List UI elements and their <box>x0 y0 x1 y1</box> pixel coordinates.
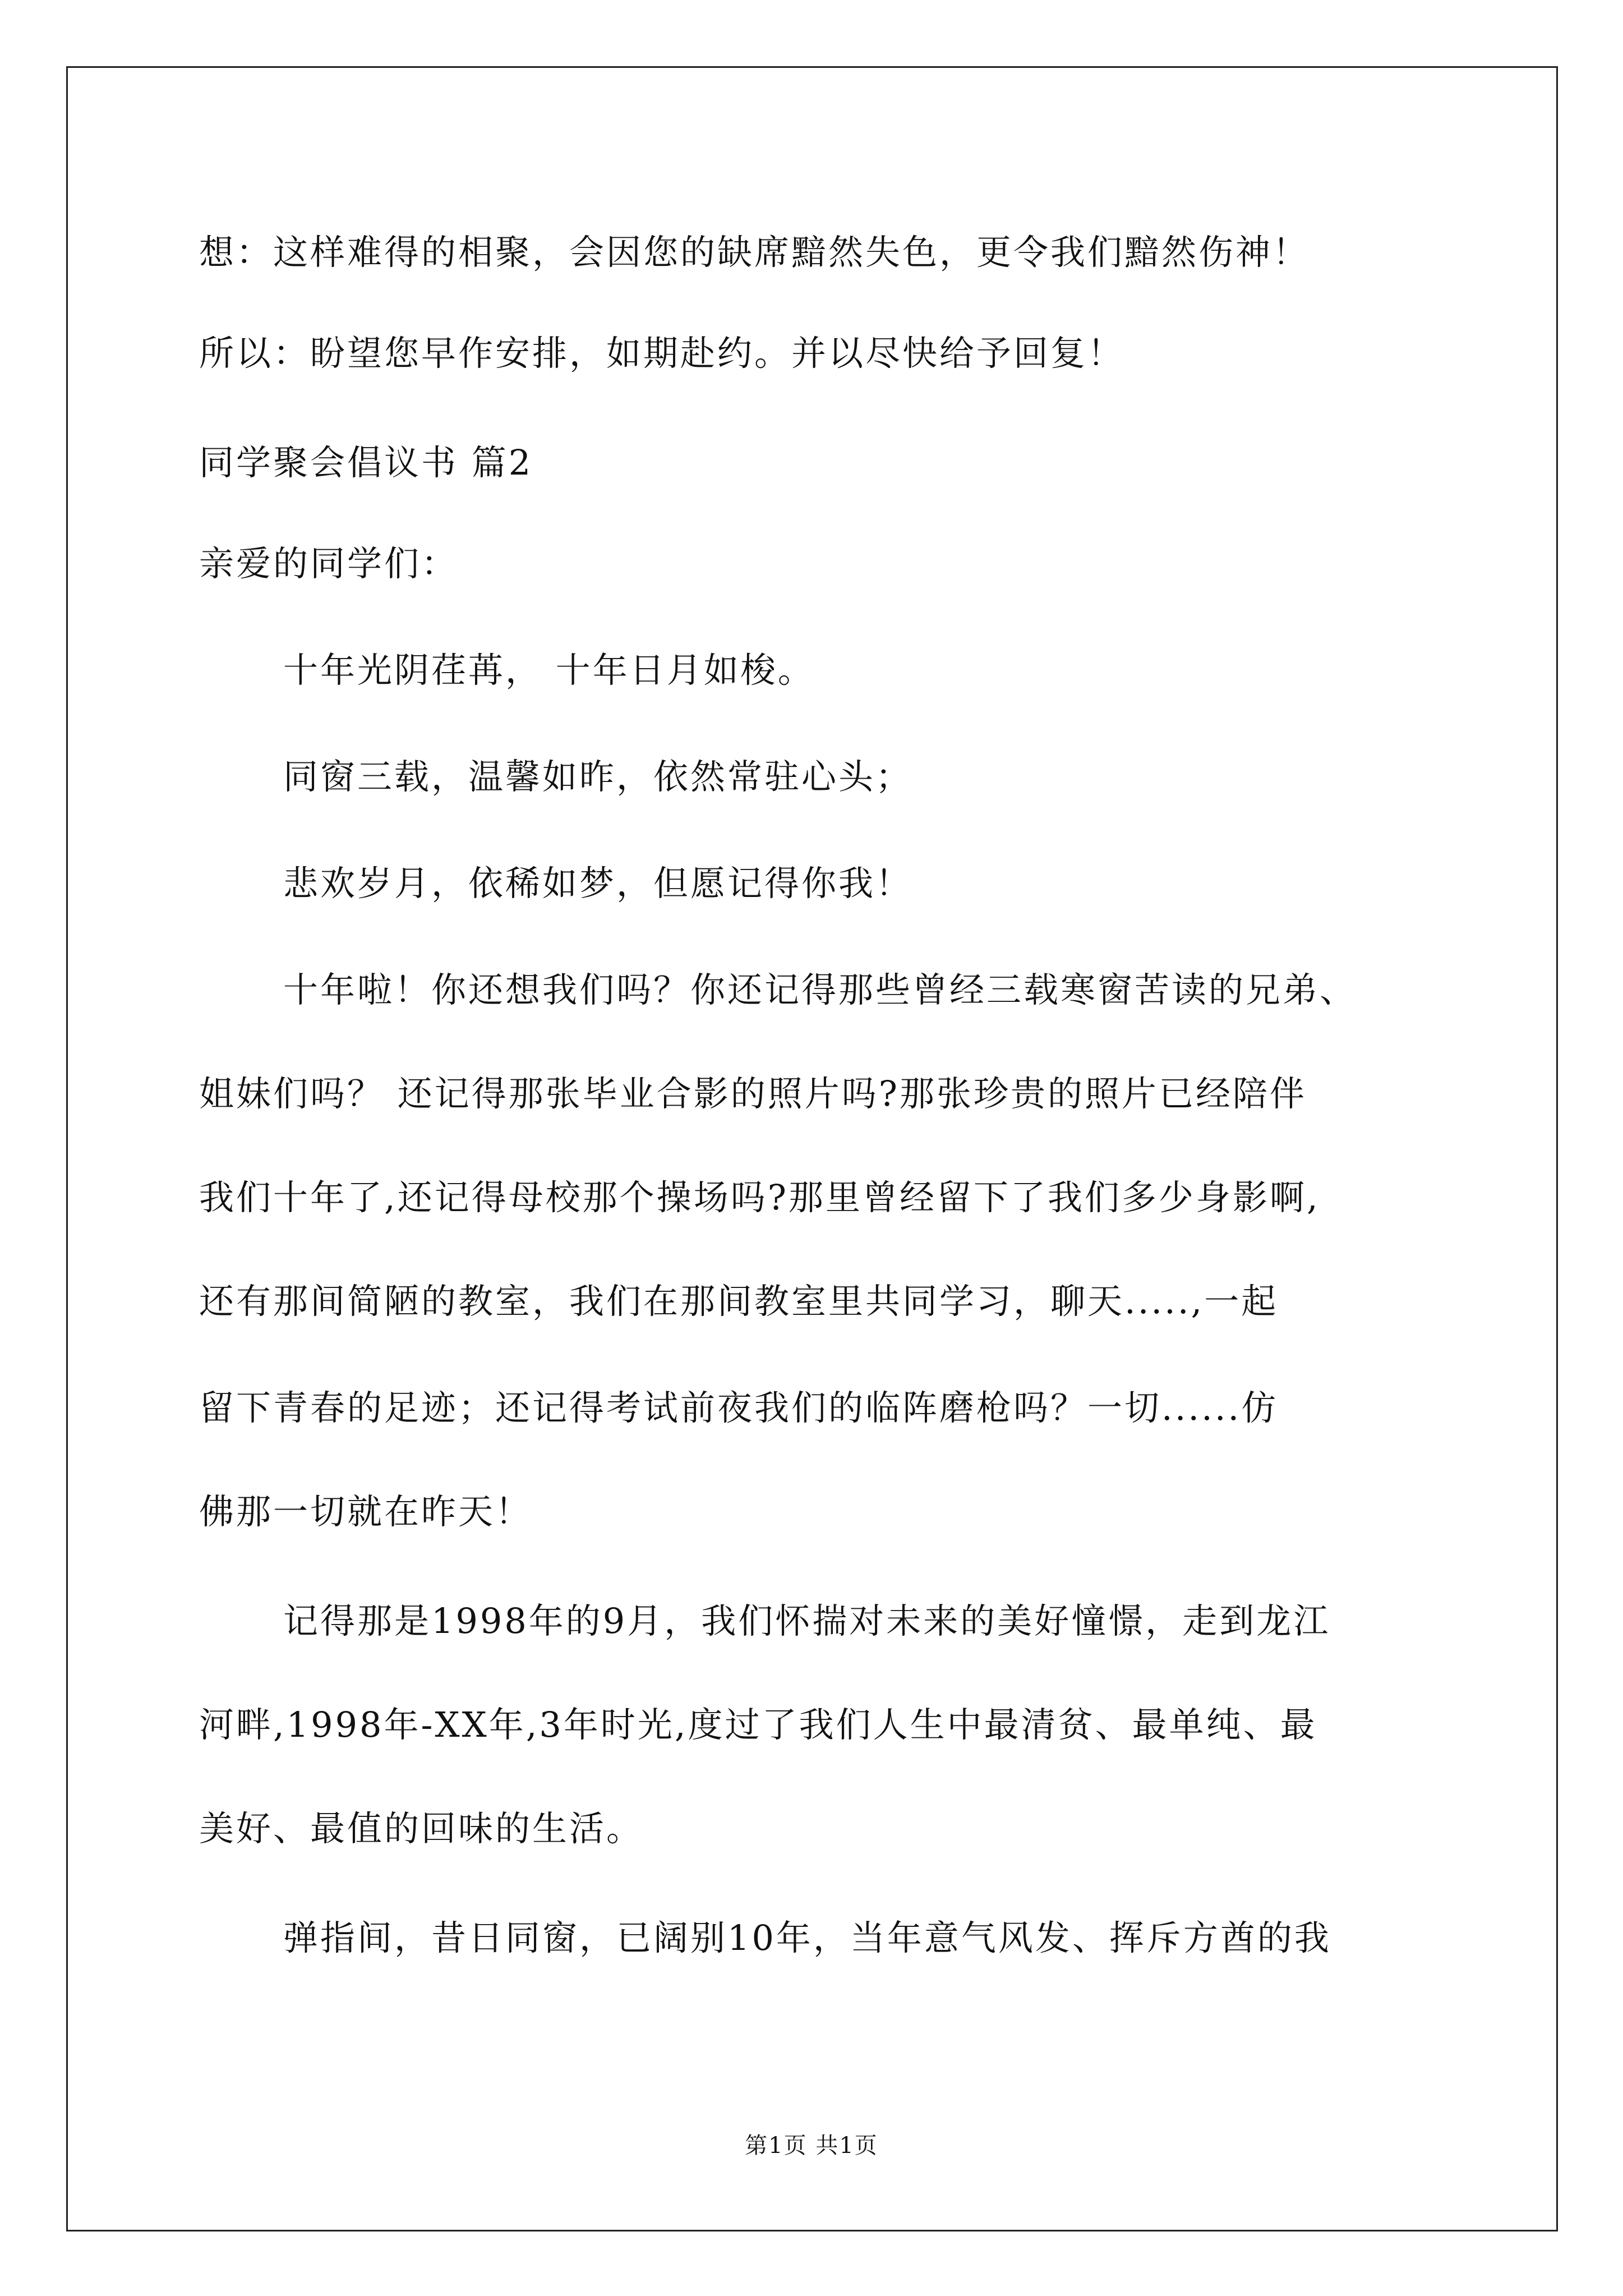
paragraph-line: 还有那间简陋的教室，我们在那间教室里共同学习，聊天.....,一起 <box>199 1281 1279 1322</box>
paragraph-line: 我们十年了,还记得母校那个操场吗?那里曾经留下了我们多少身影啊, <box>199 1177 1320 1218</box>
section-heading: 同学聚会倡议书 篇2 <box>199 442 533 483</box>
text-line: 所以：盼望您早作安排，如期赴约。并以尽快给予回复！ <box>199 333 1125 374</box>
text-line: 同窗三载，温馨如昨，依然常驻心头； <box>283 756 913 797</box>
page-border <box>66 66 1558 2231</box>
paragraph-line: 记得那是1998年的9月，我们怀揣对未来的美好憧憬，走到龙江 <box>283 1600 1331 1641</box>
paragraph-line: 留下青春的足迹；还记得考试前夜我们的临阵磨枪吗？一切......仿 <box>199 1387 1279 1428</box>
text-line: 想：这样难得的相聚，会因您的缺席黯然失色，更令我们黯然伤神！ <box>199 232 1310 273</box>
paragraph-line: 姐妹们吗？ 还记得那张毕业合影的照片吗?那张珍贵的照片已经陪伴 <box>199 1073 1307 1114</box>
paragraph-line: 弹指间，昔日同窗，已阔别10年，当年意气风发、挥斥方酋的我 <box>283 1917 1331 1958</box>
paragraph-line: 十年啦！你还想我们吗？你还记得那些曾经三载寒窗苦读的兄弟、 <box>283 969 1357 1010</box>
page-footer: 第1页 共1页 <box>745 2133 878 2159</box>
paragraph-line: 美好、最值的回味的生活。 <box>199 1808 644 1849</box>
text-line: 十年光阴荏苒， 十年日月如梭。 <box>283 650 815 691</box>
paragraph-line: 河畔,1998年-XX年,3年时光,度过了我们人生中最清贫、最单纯、最 <box>199 1704 1317 1745</box>
paragraph-line: 佛那一切就在昨天！ <box>199 1491 533 1532</box>
salutation: 亲爱的同学们： <box>199 543 459 584</box>
text-line: 悲欢岁月，依稀如梦，但愿记得你我！ <box>283 863 913 904</box>
